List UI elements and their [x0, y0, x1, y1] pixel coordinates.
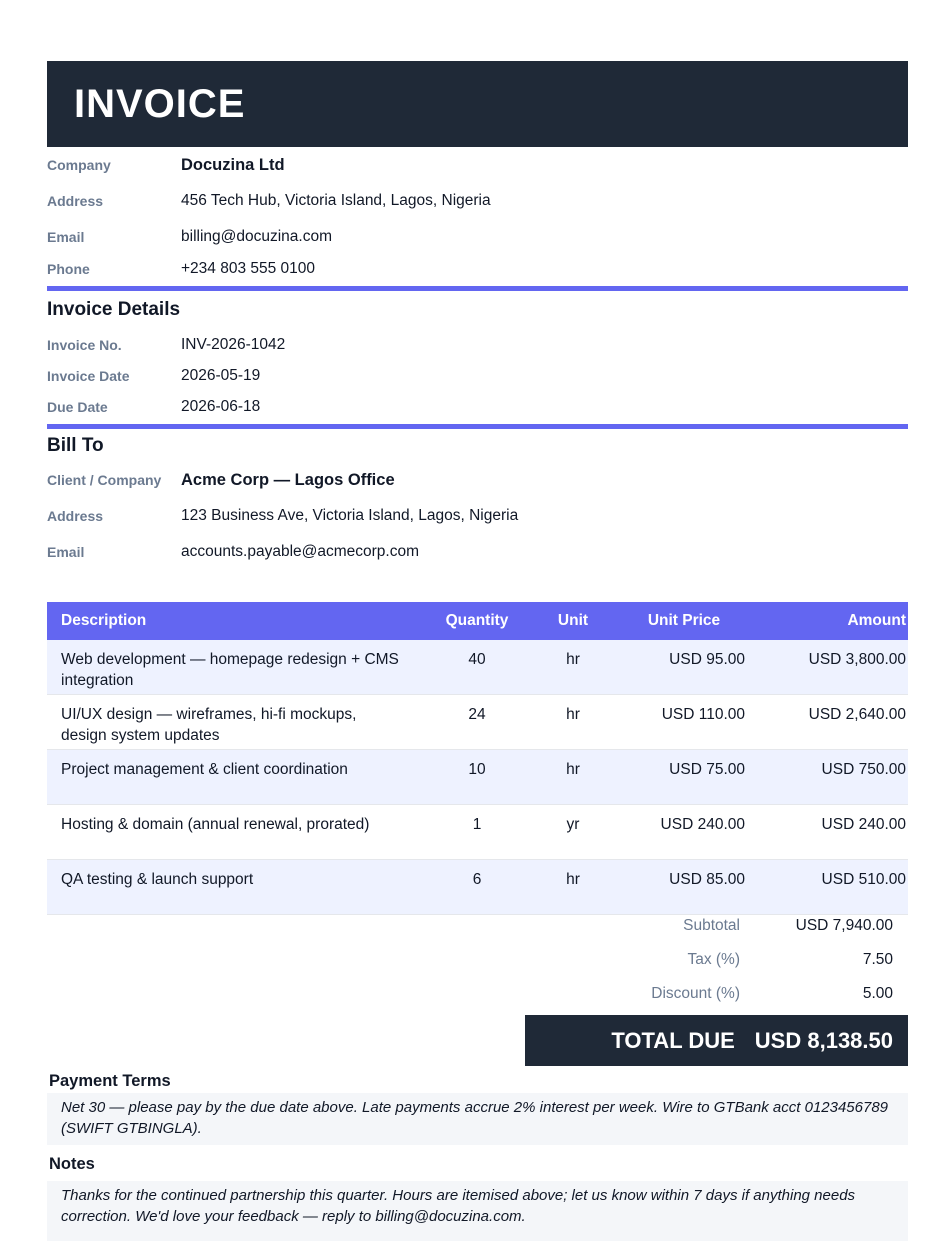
company-email-label: Email	[47, 229, 85, 245]
company-email-value: billing@docuzina.com	[181, 228, 333, 245]
subtotal-value: USD 7,940.00	[795, 917, 893, 934]
item-quantity: 6	[417, 860, 537, 915]
totals-section	[525, 909, 908, 1066]
item-description: QA testing & launch support	[47, 860, 417, 915]
total-due-box	[525, 1015, 908, 1066]
payment-terms-title: Payment Terms	[49, 1071, 171, 1090]
header-quantity: Quantity	[417, 602, 537, 640]
total-due-label: TOTAL DUE	[611, 1027, 735, 1053]
company-label: Company	[47, 157, 111, 173]
table-row	[47, 640, 908, 695]
company-phone-row	[47, 255, 908, 283]
client-address-label: Address	[47, 508, 104, 524]
item-amount: USD 240.00	[759, 805, 908, 860]
client-address-row	[47, 498, 908, 534]
discount-value: 5.00	[862, 985, 893, 1002]
table-row	[47, 860, 908, 915]
invoice-title: INVOICE	[74, 81, 246, 126]
tax-row	[525, 943, 908, 977]
subtotal-row	[525, 909, 908, 943]
client-row	[47, 462, 908, 498]
header-amount: Amount	[759, 602, 908, 640]
header-description: Description	[47, 602, 417, 640]
bill-to-section	[47, 429, 908, 570]
due-date-row	[47, 391, 908, 422]
item-quantity: 1	[417, 805, 537, 860]
item-unit-price: USD 85.00	[609, 860, 759, 915]
item-quantity: 40	[417, 640, 537, 695]
company-email-row	[47, 219, 908, 255]
invoice-date-label: Invoice Date	[47, 367, 130, 384]
notes-text: Thanks for the continued partnership this quarter. Hours are itemised above; let us know within 7 days if anything needs correction. We'd love your feedback — reply to billing@docuzina.com.	[47, 1181, 908, 1241]
item-unit: hr	[537, 640, 609, 695]
client-address-value: 123 Business Ave, Victoria Island, Lagos, Nigeria	[181, 507, 519, 524]
table-row	[47, 805, 908, 860]
footer-section	[47, 1069, 908, 1241]
payment-terms-text: Net 30 — please pay by the due date above. Late payments accrue 2% interest per week. Wire to GTBank acct 0123456789 (SWIFT GTBINGLA).	[47, 1093, 908, 1145]
company-phone-value: +234 803 555 0100	[181, 260, 316, 277]
item-unit-price: USD 110.00	[609, 695, 759, 750]
tax-value: 7.50	[862, 951, 893, 968]
discount-label: Discount (%)	[651, 985, 740, 1002]
client-value: Acme Corp — Lagos Office	[181, 470, 395, 489]
item-unit: hr	[537, 750, 609, 805]
item-quantity: 24	[417, 695, 537, 750]
company-address-label: Address	[47, 193, 104, 209]
discount-row	[525, 977, 908, 1011]
company-address-row	[47, 183, 908, 219]
line-items-table	[47, 602, 908, 915]
item-quantity: 10	[417, 750, 537, 805]
company-row	[47, 147, 908, 183]
table-header-row	[47, 602, 908, 640]
client-label: Client / Company	[47, 472, 162, 488]
item-unit-price: USD 75.00	[609, 750, 759, 805]
item-unit: hr	[537, 695, 609, 750]
subtotal-label: Subtotal	[683, 917, 740, 934]
item-description: Web development — homepage redesign + CMS integration	[47, 640, 417, 695]
client-email-label: Email	[47, 544, 85, 560]
header-unit: Unit	[537, 602, 609, 640]
header-unit-price: Unit Price	[609, 602, 759, 640]
total-due-value: USD 8,138.50	[754, 1027, 893, 1053]
company-phone-label: Phone	[47, 261, 90, 277]
item-unit: hr	[537, 860, 609, 915]
notes-title: Notes	[49, 1154, 95, 1173]
invoice-details-title: Invoice Details	[47, 299, 181, 320]
company-value: Docuzina Ltd	[181, 155, 285, 174]
invoice-header	[47, 61, 908, 147]
due-date-value: 2026-06-18	[181, 397, 261, 415]
company-address-value: 456 Tech Hub, Victoria Island, Lagos, Nigeria	[181, 192, 491, 209]
client-email-value: accounts.payable@acmecorp.com	[181, 543, 420, 560]
invoice-page	[47, 61, 908, 915]
table-row	[47, 750, 908, 805]
invoice-number-value: INV-2026-1042	[181, 335, 286, 353]
item-amount: USD 2,640.00	[759, 695, 908, 750]
tax-label: Tax (%)	[687, 951, 740, 968]
client-email-row	[47, 534, 908, 570]
invoice-number-label: Invoice No.	[47, 336, 122, 353]
item-unit-price: USD 95.00	[609, 640, 759, 695]
item-amount: USD 3,800.00	[759, 640, 908, 695]
invoice-number-row	[47, 329, 908, 360]
invoice-details-section	[47, 291, 908, 422]
item-description: Hosting & domain (annual renewal, prorated)	[47, 805, 417, 860]
due-date-label: Due Date	[47, 398, 108, 415]
item-amount: USD 510.00	[759, 860, 908, 915]
invoice-date-value: 2026-05-19	[181, 366, 261, 384]
item-description: Project management & client coordination	[47, 750, 417, 805]
table-row	[47, 695, 908, 750]
invoice-date-row	[47, 360, 908, 391]
item-unit: yr	[537, 805, 609, 860]
item-unit-price: USD 240.00	[609, 805, 759, 860]
bill-to-title: Bill To	[47, 434, 104, 456]
item-amount: USD 750.00	[759, 750, 908, 805]
item-description: UI/UX design — wireframes, hi-fi mockups, design system updates	[47, 695, 417, 750]
company-section	[47, 147, 908, 283]
